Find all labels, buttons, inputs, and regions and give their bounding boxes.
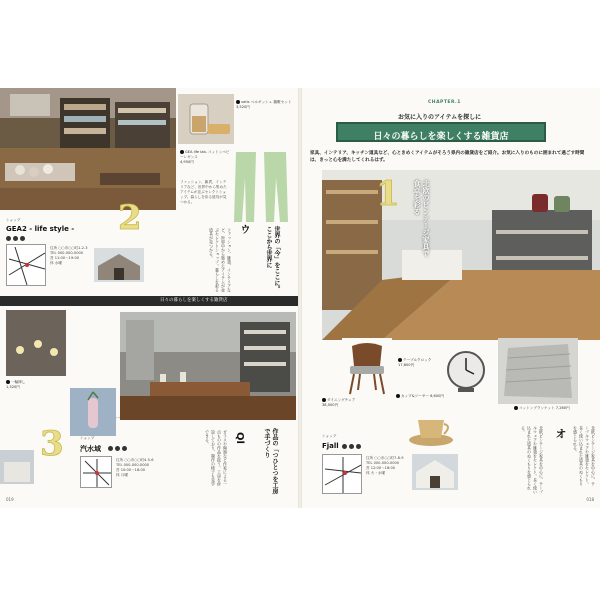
shop2-exterior-photo xyxy=(0,450,34,484)
shop2-info: 住所 ○○市○○町4-5-6 TEL 000-000-0000 営 10:00〜18:00 休 月曜 xyxy=(116,458,154,477)
fjall-overlay-headline: 北欧のビンテージ家具で食卓を彩る xyxy=(413,180,430,257)
product-photo-clock xyxy=(440,346,492,398)
shop2-interior-photo xyxy=(120,312,296,420)
product-photo-cup xyxy=(406,408,456,450)
product-photo-chair xyxy=(342,338,392,396)
section-band xyxy=(0,296,298,306)
chapter-subtitle: お気に入りのアイテムを探しに xyxy=(398,114,482,121)
chapter-lead: 家具、インテリア、キッチン道具など、心ときめくアイテムがそろう県内の雑貨店をご紹介。お気に入りのものに囲まれて過ごす時間は、きっと心を満たしてくれるはず。 xyxy=(310,151,585,163)
shop1-exterior-photo xyxy=(94,248,144,282)
fjall-body: 北欧ビンテージ家具を中心に、テーブルウェアや雑貨をセレクト。長く使い込まれた道具のぬくもりを感じられる。 xyxy=(521,426,544,494)
instagram-icon[interactable] xyxy=(6,236,11,241)
shop-number-1: 1 xyxy=(376,174,400,214)
web-icon[interactable] xyxy=(122,446,127,451)
instagram-icon[interactable] xyxy=(108,446,113,451)
facebook-icon[interactable] xyxy=(349,444,354,449)
product-photo-blanket xyxy=(498,338,578,404)
shop1-sub-blurb: ファッション、雑貨、インテリアなど、世界中から集めたアイテムが並ぶセレクトショップ。暮らしを彩る道具が見つかる。 xyxy=(180,180,227,204)
shop-interior-photo xyxy=(0,88,176,210)
page-number-left: 019 xyxy=(6,497,14,502)
product-photo-vase xyxy=(70,388,116,436)
fjall-info: 住所 ○○市○○町7-8-9 TEL 000-000-0000 営 12:00〜18:00 休 火・水曜 xyxy=(366,456,404,475)
shop2-sns-icons xyxy=(108,446,127,451)
shop-number-2: 2 xyxy=(118,198,142,238)
shop1-sns-icons xyxy=(6,236,25,241)
item-caption-4: 一輪挿し 1,320円 xyxy=(6,380,26,389)
shop1-map xyxy=(6,244,46,286)
product-photo-leggings xyxy=(230,148,292,228)
web-icon[interactable] xyxy=(356,444,361,449)
chapter-title: 日々の暮らしを楽しくする雑貨店 xyxy=(373,132,509,142)
item-caption-cup: カップ&ソーサー 6,600円 xyxy=(396,394,452,399)
item-caption-clock: テーブルクロック 17,600円 xyxy=(398,358,432,367)
chapter-title-ribbon xyxy=(336,122,546,142)
magazine-spread xyxy=(0,88,600,508)
fjall-sns-icons xyxy=(342,444,361,449)
facebook-icon[interactable] xyxy=(115,446,120,451)
section-band-label: 日々の暮らしを楽しくする雑貨店 xyxy=(160,298,228,303)
shop2-headline: 作品の「つひとつを工房で手づくり xyxy=(263,428,278,494)
item-caption-2: GEA life lab. コットンベビーレギンス 4,950円 xyxy=(180,150,230,164)
fjall-map xyxy=(322,454,362,494)
chapter-label: CHAPTER.1 xyxy=(428,100,461,105)
fjall-name: Fjall xyxy=(322,442,339,450)
shop2-katakana: Ql xyxy=(234,432,245,444)
web-icon[interactable] xyxy=(20,236,25,241)
fjall-label-tag: ショップ xyxy=(322,434,337,438)
item-caption-1: vatic ベルギッシュ 鍋敷セット 3,520円 xyxy=(236,100,292,109)
shop1-label-tag: ショップ xyxy=(6,218,21,222)
shop1-info: 住所 ○○市○○町1-2-3 TEL 000-000-0000 営 11:00〜19:00 休 水曜 xyxy=(50,246,88,265)
product-photo-pitcher xyxy=(6,310,66,376)
item-caption-chair: ダイニングチェア 38,500円 xyxy=(322,398,356,407)
shop-number-3: 3 xyxy=(40,424,64,464)
page-number-right: 018 xyxy=(586,497,594,502)
facebook-icon[interactable] xyxy=(13,236,18,241)
instagram-icon[interactable] xyxy=(342,444,347,449)
shop1-name: GEA2 - life style - xyxy=(6,225,75,233)
product-photo-jar xyxy=(178,94,234,144)
shop1-body: ファッション、雑貨、インテリアなど、世界中から集めたアイテムが並ぶセレクトショップ。暮らしを彩る道具が見つかる。 xyxy=(209,228,232,292)
shop2-body: ガラスや陶器など作家による一点ものの作品を扱う。工房を併設しており、制作の様子も見学できる。 xyxy=(205,430,228,486)
fjall-exterior-photo xyxy=(412,454,458,490)
left-page xyxy=(0,88,298,508)
item-caption-blanket: コットンブランケット 7,260円 xyxy=(514,406,594,411)
fjall-interior-photo xyxy=(322,170,600,340)
shop2-map xyxy=(80,456,112,488)
shop1-headline: 世界の「今」をここに。ここから世界に xyxy=(265,226,280,292)
shop1-katakana: ウ xyxy=(238,224,249,234)
shop2-name: 汽水域 xyxy=(80,445,101,453)
fjall-katakana: オ xyxy=(554,428,567,439)
right-page xyxy=(302,88,600,508)
fjall-body-2: 北欧ビンテージ家具を中心に、テーブルウェアや雑貨をセレクト。長く使い込まれた道具のぬくもりを感じられる。 xyxy=(573,426,596,486)
shop2-label-tag: ショップ xyxy=(80,436,95,440)
